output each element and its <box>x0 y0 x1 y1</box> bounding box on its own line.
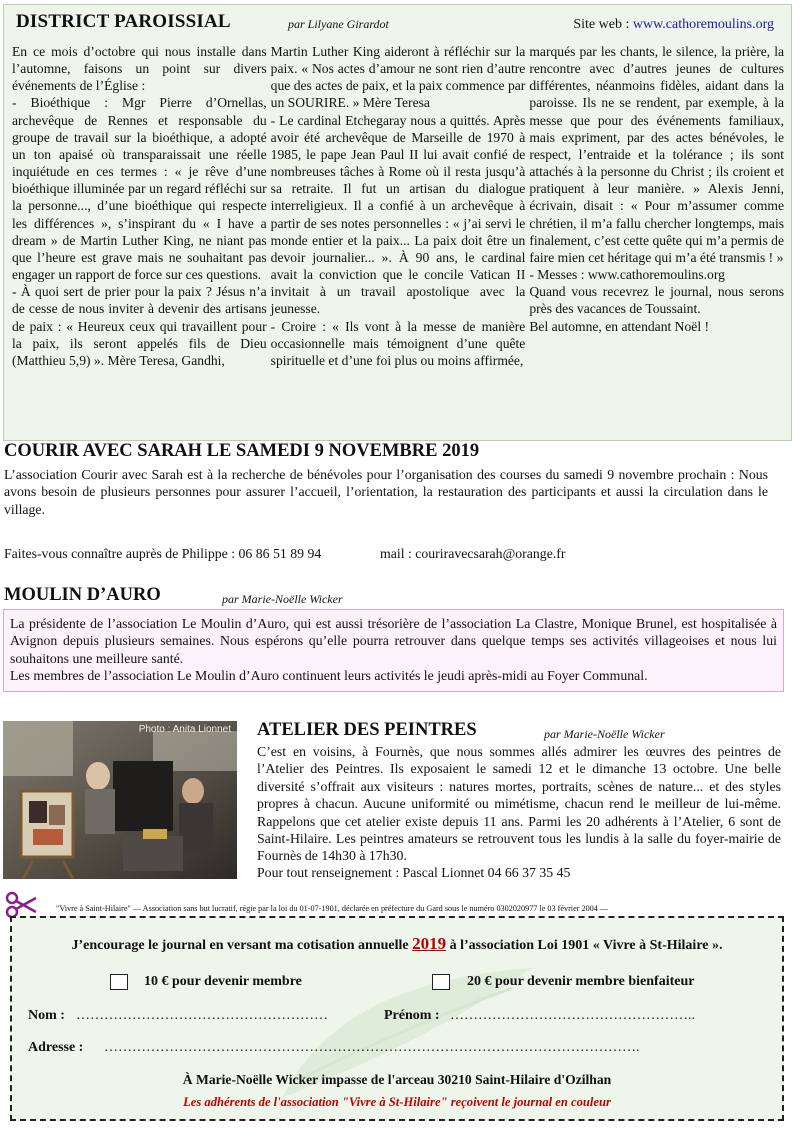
moulin-text-2: Les membres de l’association Le Moulin d’Auro continuent leurs activités le jeudi après-midi au Foyer Communal. <box>10 668 648 684</box>
atelier-title: ATELIER DES PEINTRES <box>257 720 477 740</box>
district-paroissial-section <box>3 4 792 441</box>
benefactor-option-label: 20 € pour devenir membre bienfaiteur <box>467 974 695 989</box>
adresse-field[interactable]: ……………………………………………………………………………………………………. <box>104 1040 640 1055</box>
member-checkbox[interactable] <box>110 974 128 990</box>
membership-coupon <box>10 916 784 1121</box>
moulin-text-1: La présidente de l’association Le Moulin d’Auro, qui est aussi trésorière de l’association La Clastre, Monique Brunel, est hospitalisée à Avignon depuis plusieurs semaines. Nous espérons qu’elle pourra retrouver dans quelque temps ses activités villageoises et nous lui souhaitons une meilleure santé. <box>10 616 777 666</box>
coupon-intro <box>12 934 782 954</box>
member-option-label: 10 € pour devenir membre <box>144 974 302 989</box>
district-column-1: En ce mois d’octobre qui nous installe dans l’automne, faisons un point sur divers événements de l’Église : - Bioéthique : Mgr Pierre d’Ornellas, archevêque de Rennes et responsable du groupe de travail sur la bioéthique, a adopté un ton apaisé où transparaissait une réelle inquiétude en ces termes : « je rêve d’une bioéthique illuminée par un regard réfléchi sur la personne..., d’une bioéthique qui respecte les différences », s’inspirant du « I have a dream » de Martin Luther King, ne niant pas que l’heure est grave mais ne souhaitant pas engager un rapport de force sur ces questions. - À quoi sert de prier pour la paix ? Jésus n’a de cesse de nous inviter à devenir des artisans de paix : « Heureux ceux qui travaillent pour la paix, ils seront appelés fils de Dieu (Matthieu 5,9) ». Mère Teresa, Gandhi, <box>12 44 267 368</box>
moulin-title: MOULIN D’AURO <box>4 585 161 605</box>
courir-title: COURIR AVEC SARAH LE SAMEDI 9 NOVEMBRE 2019 <box>4 441 480 461</box>
nom-field[interactable]: ……………………………………………… <box>76 1008 328 1023</box>
district-column-3: marqués par les chants, le silence, la prière, la rencontre avec d’autres jeunes de cultures différentes, néanmoins fidèles, aidant dans la paroisse. Ils ne se rendent, par exemple, à la messe que pour des événements familiaux, mais expriment, par des actes bénévoles, le respect, l’entraide et la tolérance ; ils sont attachés à la personne du Christ ; ils croient et pratiquent à leur manière. » Alexis Jenni, écrivain, disait : « Pour m’assumer comme chrétien, il m’a fallu chercher longtemps, mais finalement, c’est cette quête qui m’a permis de faire mien cet héritage qui m’a été transmis ! » - Messes : www.cathoremoulins.org Quand vous recevrez le journal, nous serons près des vacances de Toussaint. Bel automne, en attendant Noël ! <box>529 44 785 334</box>
atelier-author: par Marie-Noëlle Wicker <box>544 727 665 741</box>
district-author: par Lilyane Girardot <box>288 17 389 31</box>
district-header <box>8 11 788 35</box>
courir-text: L’association Courir avec Sarah est à la recherche de bénévoles pour l’organisation des courses du samedi 9 novembre prochain : Nous avons besoin de plusieurs personnes pour assurer l’accueil, l’orientation, la restauration des participants et aussi la circulation dans le village. <box>4 467 768 517</box>
coupon-intro-after: à l’association Loi 1901 « Vivre à St-Hilaire ». <box>446 938 723 953</box>
coupon-color-note: Les adhérents de l'association "Vivre à St-Hilaire" reçoivent le journal en couleur <box>183 1095 611 1109</box>
site-link[interactable]: www.cathoremoulins.org <box>632 17 774 32</box>
district-columns <box>10 43 786 437</box>
moulin-box <box>3 609 784 692</box>
district-title: DISTRICT PAROISSIAL <box>16 11 231 32</box>
courir-contact: Faites-vous connaître auprès de Philippe : 06 86 51 89 94 <box>4 546 322 561</box>
association-legal-notice: "Vivre à Saint-Hilaire" — Association sans but lucratif, régie par la loi du 01-07-1901, déclarée en préfecture du Gard sous le numéro 0302020977 le 03 février 2004 — <box>56 904 609 913</box>
photo-caption: Photo : Anita Lionnet <box>138 724 231 735</box>
benefactor-checkbox[interactable] <box>432 974 450 990</box>
adresse-label: Adresse : <box>28 1040 84 1055</box>
coupon-intro-before: J’encourage le journal en versant ma cotisation annuelle <box>71 938 413 953</box>
prenom-field[interactable]: …………………………………………….. <box>450 1008 695 1023</box>
district-site <box>573 17 774 33</box>
district-column-2: Martin Luther King aideront à réfléchir sur la paix. « Nos actes d’amour ne sont rien d’autre que des actes de paix, et la paix commence par un SOURIRE. » Mère Teresa - Le cardinal Etchegaray nous a quittés. Après avoir été archevêque de Marseille de 1970 à 1985, le pape Jean Paul II lui avait confié de nombreuses tâches à Rome où il resta jusqu’à sa retraite. Il fut un artisan du dialogue interreligieux. Il a confié à un archevêque à partir de ses notes personnelles : « j’ai servi le monde entier et la paix... La paix doit être un devoir journalier... ». À 90 ans, le cardinal avait la conviction que le concile Vatican II invitait à un travail apostolique avec la jeunesse. - Croire : « Ils vont à la messe de manière occasionnelle mais témoignent d’une quête spirituelle et d’une foi plus ou moins affirmée, <box>270 44 526 368</box>
atelier-text: C’est en voisins, à Fournès, que nous sommes allés admirer les œuvres des peintres de l’Atelier des Peintres. Ils exposaient le samedi 12 et le dimanche 13 octobre. Une belle diversité s’offrait aux visiteurs : natures mortes, portraits, scènes de nature... et des styles propres à chacun. Aucune uniformité ou mimétisme, chacun rend le meilleur de lui-même. Rappelons que cet atelier existe depuis 11 ans. Parmi les 20 adhérents à l’Atelier, 6 sont de Saint-Hilaire. Les peintres amateurs se retrouvent tous les lundis à la salle du foyer-mairie de Fournès de 14h30 à 17h30. <box>257 744 781 864</box>
painting-workshop-image <box>3 721 237 879</box>
nom-label: Nom : <box>28 1008 65 1023</box>
atelier-contact: Pour tout renseignement : Pascal Lionnet 04 66 37 35 45 <box>257 865 571 880</box>
prenom-label: Prénom : <box>384 1008 440 1023</box>
coupon-year: 2019 <box>412 934 447 953</box>
moulin-author: par Marie-Noëlle Wicker <box>222 592 343 606</box>
coupon-mailing-address: À Marie-Noëlle Wicker impasse de l'arceau 30210 Saint-Hilaire d'Ozilhan <box>182 1072 612 1087</box>
courir-mail: mail : couriravecsarah@orange.fr <box>380 546 566 561</box>
site-label: Site web : <box>573 17 633 32</box>
atelier-photo <box>3 721 237 879</box>
